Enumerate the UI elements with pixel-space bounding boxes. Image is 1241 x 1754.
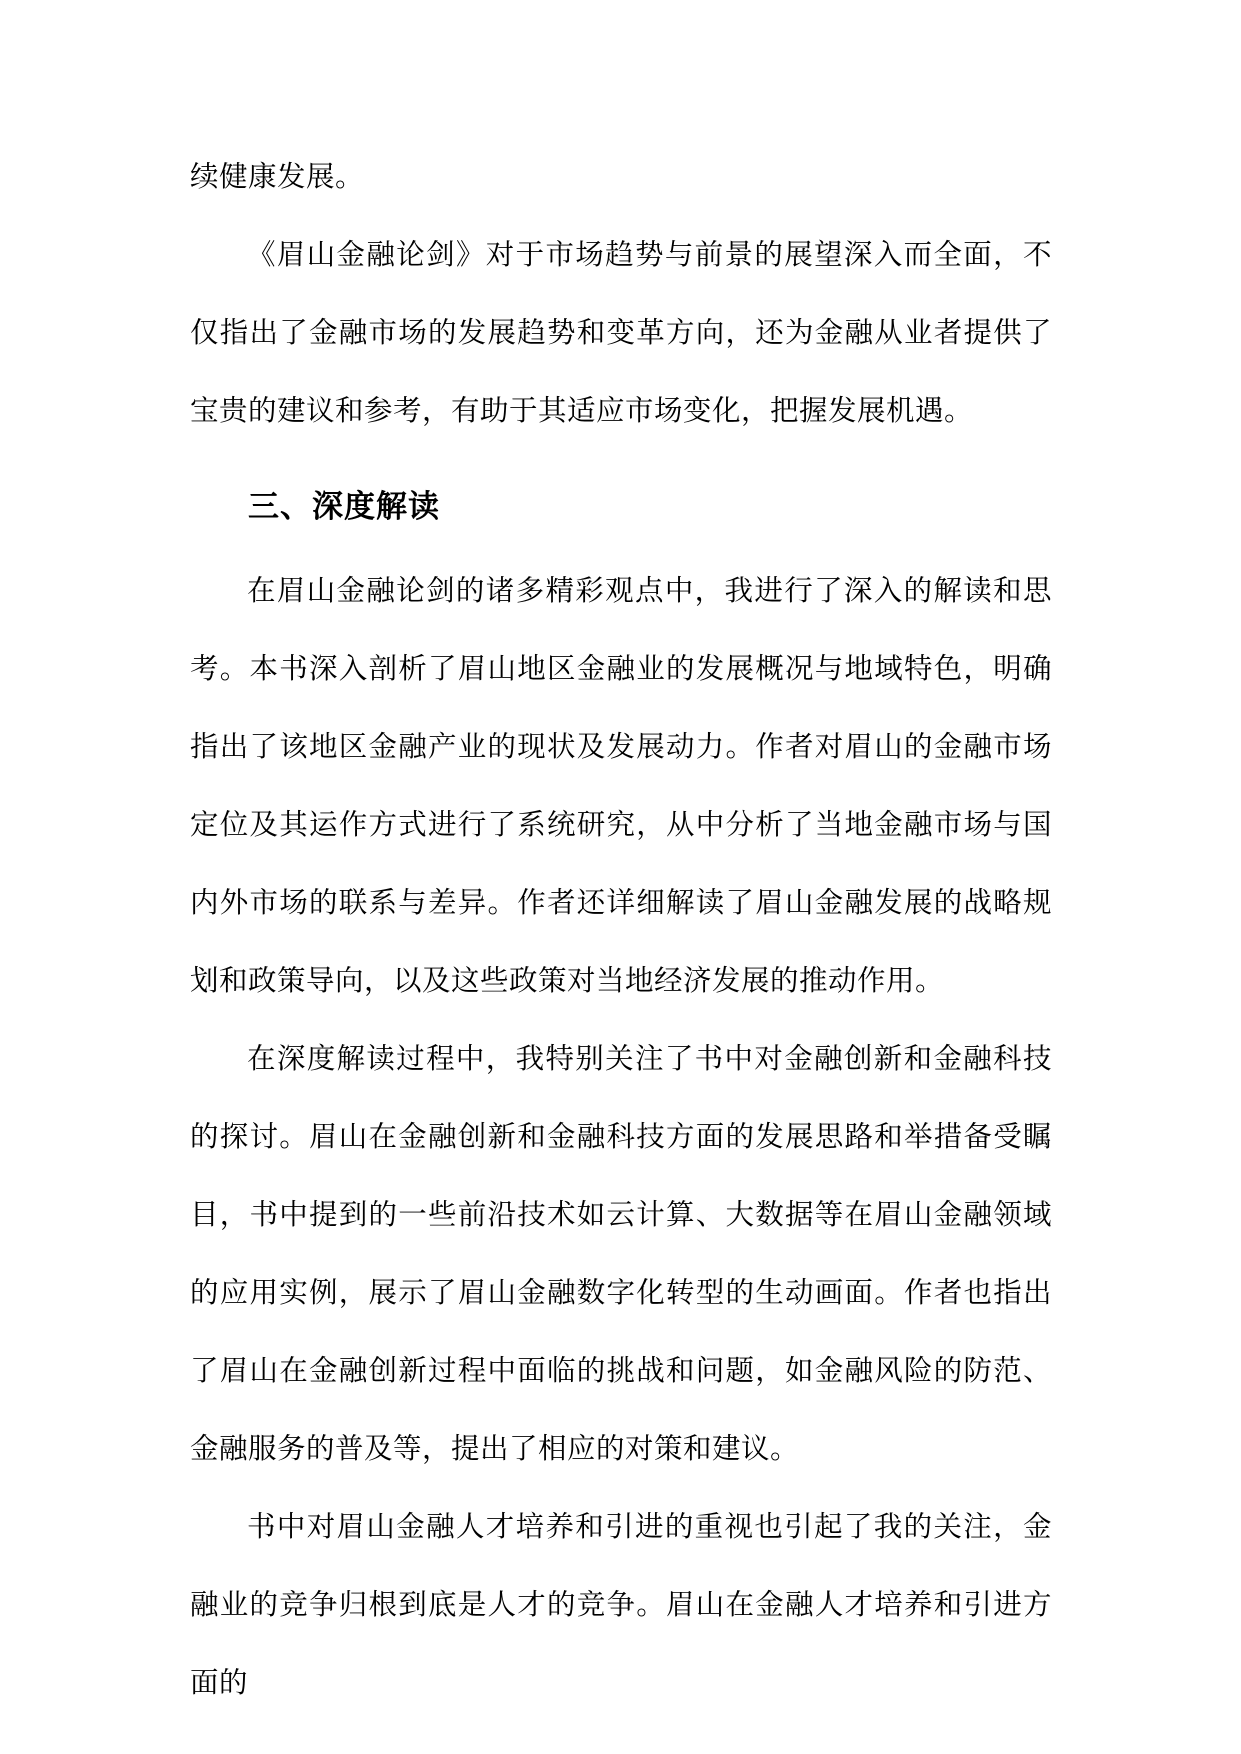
paragraph-continuation: 续健康发展。 [190,160,365,193]
paragraph-fintech: 在深度解读过程中，我特别关注了书中对金融创新和金融科技的探讨。眉山在金融创新和金融科技方面的发展思路和举措备受瞩目，书中提到的一些前沿技术如云计算、大数据等在眉山金融领域的应用实例，展示了眉山金融数字化转型的生动画面。作者也指出了眉山在金融创新过程中面临的挑战和问题，如金融风险的防范、金融服务的普及等，提出了相应的对策和建议。 [190,1042,1052,1465]
paragraph-deep-reading: 在眉山金融论剑的诸多精彩观点中，我进行了深入的解读和思考。本书深入剖析了眉山地区金融业的发展概况与地域特色，明确指出了该地区金融产业的现状及发展动力。作者对眉山的金融市场定位及其运作方式进行了系统研究，从中分析了当地金融市场与国内外市场的联系与差异。作者还详细解读了眉山金融发展的战略规划和政策导向，以及这些政策对当地经济发展的推动作用。 [190,574,1052,997]
section-heading: 三、深度解读 [248,489,440,525]
paragraph-talent: 书中对眉山金融人才培养和引进的重视也引起了我的关注，金融业的竞争归根到底是人才的竞争。眉山在金融人才培养和引进方面的 [190,1510,1052,1699]
document-body [190,138,1052,1722]
paragraph-market-outlook: 《眉山金融论剑》对于市场趋势与前景的展望深入而全面，不仅指出了金融市场的发展趋势和变革方向，还为金融从业者提供了宝贵的建议和参考，有助于其适应市场变化，把握发展机遇。 [190,238,1052,427]
